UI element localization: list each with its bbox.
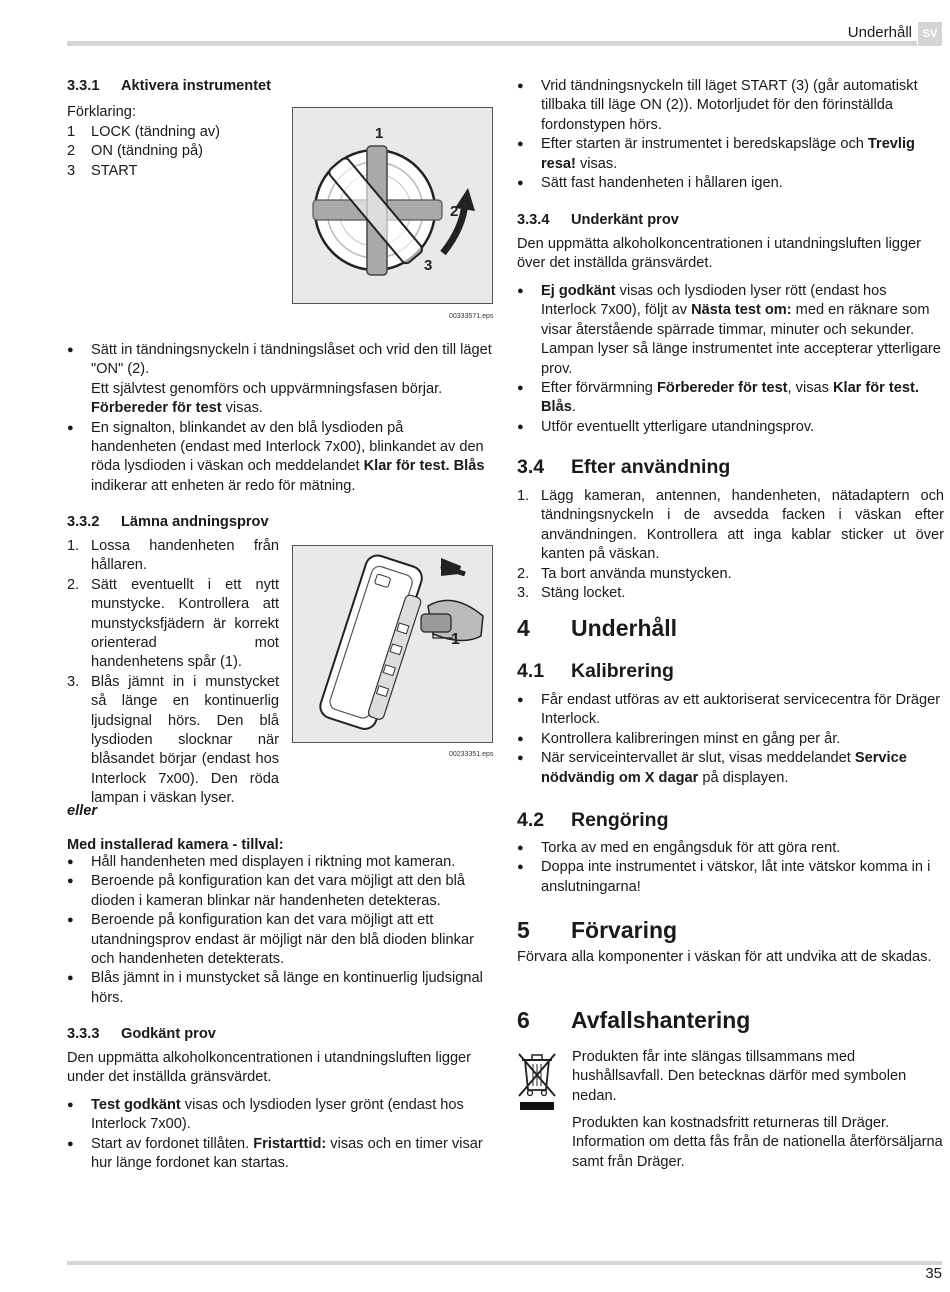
legend-title: Förklaring: [67,104,136,120]
handset-illustration [293,546,492,742]
list-item: ● Efter förvärmning Förbereder för test, visas Klar för test. Blås. [517,379,944,418]
list-item: ● Beroende på konfiguration kan det vara möjligt att ett utandningsprov endast är möjligt när den blå dioden blinkar och handenheten detekterats. [67,911,492,969]
section-heading-3-4: 3.4 Efter användning [517,456,731,478]
list-item: 2. Sätt eventuellt i ett nytt munstycke. Kontrollera att munstycksfjädern är korrekt orienterad mot handenhetens spår (1). [67,576,279,671]
figure-label: 1 [375,125,384,142]
camera-option-title: Med installerad kamera - tillval: [67,837,284,853]
list-item: ● Blås jämnt in i munstycket så länge en kontinuerlig ljudsignal hörs. [67,969,492,1008]
list-item: ● Start av fordonet tillåten. Fristarttid: visas och en timer visar hur länge fordonet kan startas. [67,1135,492,1174]
failed-test-intro: Den uppmätta alkoholkoncentrationen i utandningsluften ligger över det inställda gränsvärdet. [517,236,922,272]
legend-item: 1 LOCK (tändning av) [67,124,220,140]
storage-text: Förvara alla komponenter i väskan för att undvika att de skadas. [517,949,932,965]
list-item: ● Beroende på konfiguration kan det vara möjligt att den blå dioden i kameran blinkar när handenheten detekteras. [67,872,492,911]
figure-code: 00233351.eps [449,751,494,758]
list-item: ● Sätt fast handenheten i hållaren igen. [517,174,944,193]
list-item: ● En signalton, blinkandet av den blå lysdioden på handenheten (endast med Interlock 7x00), blinkandet av den röda lysdioden i väskan och meddelandet Klar för test. Blås indikerar att enheten är redo för mätning. [67,419,492,497]
calibration-list [517,691,944,788]
section-heading-4-1: 4.1 Kalibrering [517,660,674,682]
passed-test-list [67,1096,492,1174]
list-item: ● Utför eventuellt ytterligare utandningsprov. [517,418,944,437]
list-item: 3. Blås jämnt in i munstycket så länge en kontinuerlig ljudsignal hörs. Den blå lysdioden slocknar när blåsandet börjar (endast hos Interlock 7x00). Den röda lampan i väskan lyser. [67,673,279,807]
language-badge: SV [918,22,942,46]
section-heading-3-3-3: 3.3.3 Godkänt prov [67,1026,216,1042]
camera-option-list [67,853,492,1008]
chapter-heading-6: 6 Avfallshantering [517,1007,751,1033]
legend-list [67,123,220,181]
list-item: ● Test godkänt visas och lysdioden lyser grönt (endast hos Interlock 7x00). [67,1096,492,1135]
section-heading-4-2: 4.2 Rengöring [517,809,669,831]
chapter-heading-5: 5 Förvaring [517,917,678,943]
list-item: ● Efter starten är instrumentet i beredskapsläge och Trevlig resa! visas. [517,135,944,174]
disposal-text-2: Produkten kan kostnadsfritt returneras till Dräger. Information om detta fås från de nationella återförsäljarna samt från Dräger. [572,1115,943,1170]
passed-test-continued [517,77,944,193]
header-title: Underhåll [847,24,912,41]
list-item: ● Ej godkänt visas och lysdioden lyser rött (endast hos Interlock 7x00), följt av Nästa test om: med en räknare som visar återstående spärrade timmar, minuter och sekunder. Lampan lyser så länge instrumentet inte accepterar ytterligare prov. [517,282,944,379]
figure-label: 2 [450,203,459,220]
disposal-text-1: Produkten får inte slängas tillsammans med hushållsavfall. Den betecknas därför med symbolen nedan. [572,1049,907,1104]
list-item: 2. Ta bort använda munstycken. [517,565,732,582]
list-item: ● Håll handenheten med displayen i riktning mot kameran. [67,853,492,872]
failed-test-list [517,282,944,437]
section-heading-3-3-4: 3.3.4 Underkänt prov [517,212,679,228]
chapter-heading-4: 4 Underhåll [517,615,678,641]
figure-label: 1 [451,631,460,648]
section-heading-3-3-1: 3.3.1 Aktivera instrumentet [67,78,272,94]
cleaning-list [517,839,944,897]
or-text: eller [67,803,98,819]
list-item: 3. Stäng locket. [517,585,626,602]
list-item: ● Kontrollera kalibreringen minst en gång per år. [517,730,944,749]
activation-steps [67,341,492,496]
list-item: ● Sätt in tändningsnyckeln i tändningslåset och vrid den till läget "ON" (2). Ett självtest genomförs och uppvärmningsfasen börjar. Förbereder för test visas. [67,341,492,419]
ignition-lock-illustration [293,108,492,303]
ignition-lock-figure [292,107,493,304]
figure-label: 3 [424,257,433,274]
list-item: ● Får endast utföras av ett auktoriserat servicecentra för Dräger Interlock. [517,691,944,730]
handset-figure [292,545,493,743]
list-item: ● När serviceintervallet är slut, visas meddelandet Service nödvändig om X dagar på displayen. [517,749,944,788]
figure-code: 00333571.eps [449,313,494,320]
list-item: ● Vrid tändningsnyckeln till läget START (3) (går automatiskt tillbaka till läge ON (2)). Motorljudet för den förinställda fordonstypen hörs. [517,77,944,135]
header-rule [67,41,917,46]
weee-bin-icon [517,1050,557,1112]
page-number: 35 [925,1265,942,1282]
list-item: 1. Lossa handenheten från hållaren. [67,538,279,574]
section-heading-3-3-2: 3.3.2 Lämna andningsprov [67,514,269,530]
legend-item: 3 START [67,162,138,179]
list-item: 1. Lägg kameran, antennen, handenheten, nätadaptern och tändningsnyckeln i de avsedda facken i väskan efter användningen. Kontrollera att inga kablar sticker ut över kanten på väskan. [517,488,944,563]
breath-test-steps [67,537,279,809]
list-item: ● Doppa inte instrumentet i vätskor, låt inte vätskor komma in i anslutningarna! [517,858,944,897]
after-use-steps [517,487,944,603]
list-item: ● Torka av med en engångsduk för att göra rent. [517,839,944,858]
legend-item: 2 ON (tändning på) [67,143,203,160]
passed-test-intro: Den uppmätta alkoholkoncentrationen i utandningsluften ligger under det inställda gränsvärdet. [67,1050,472,1086]
footer-rule [67,1261,942,1265]
